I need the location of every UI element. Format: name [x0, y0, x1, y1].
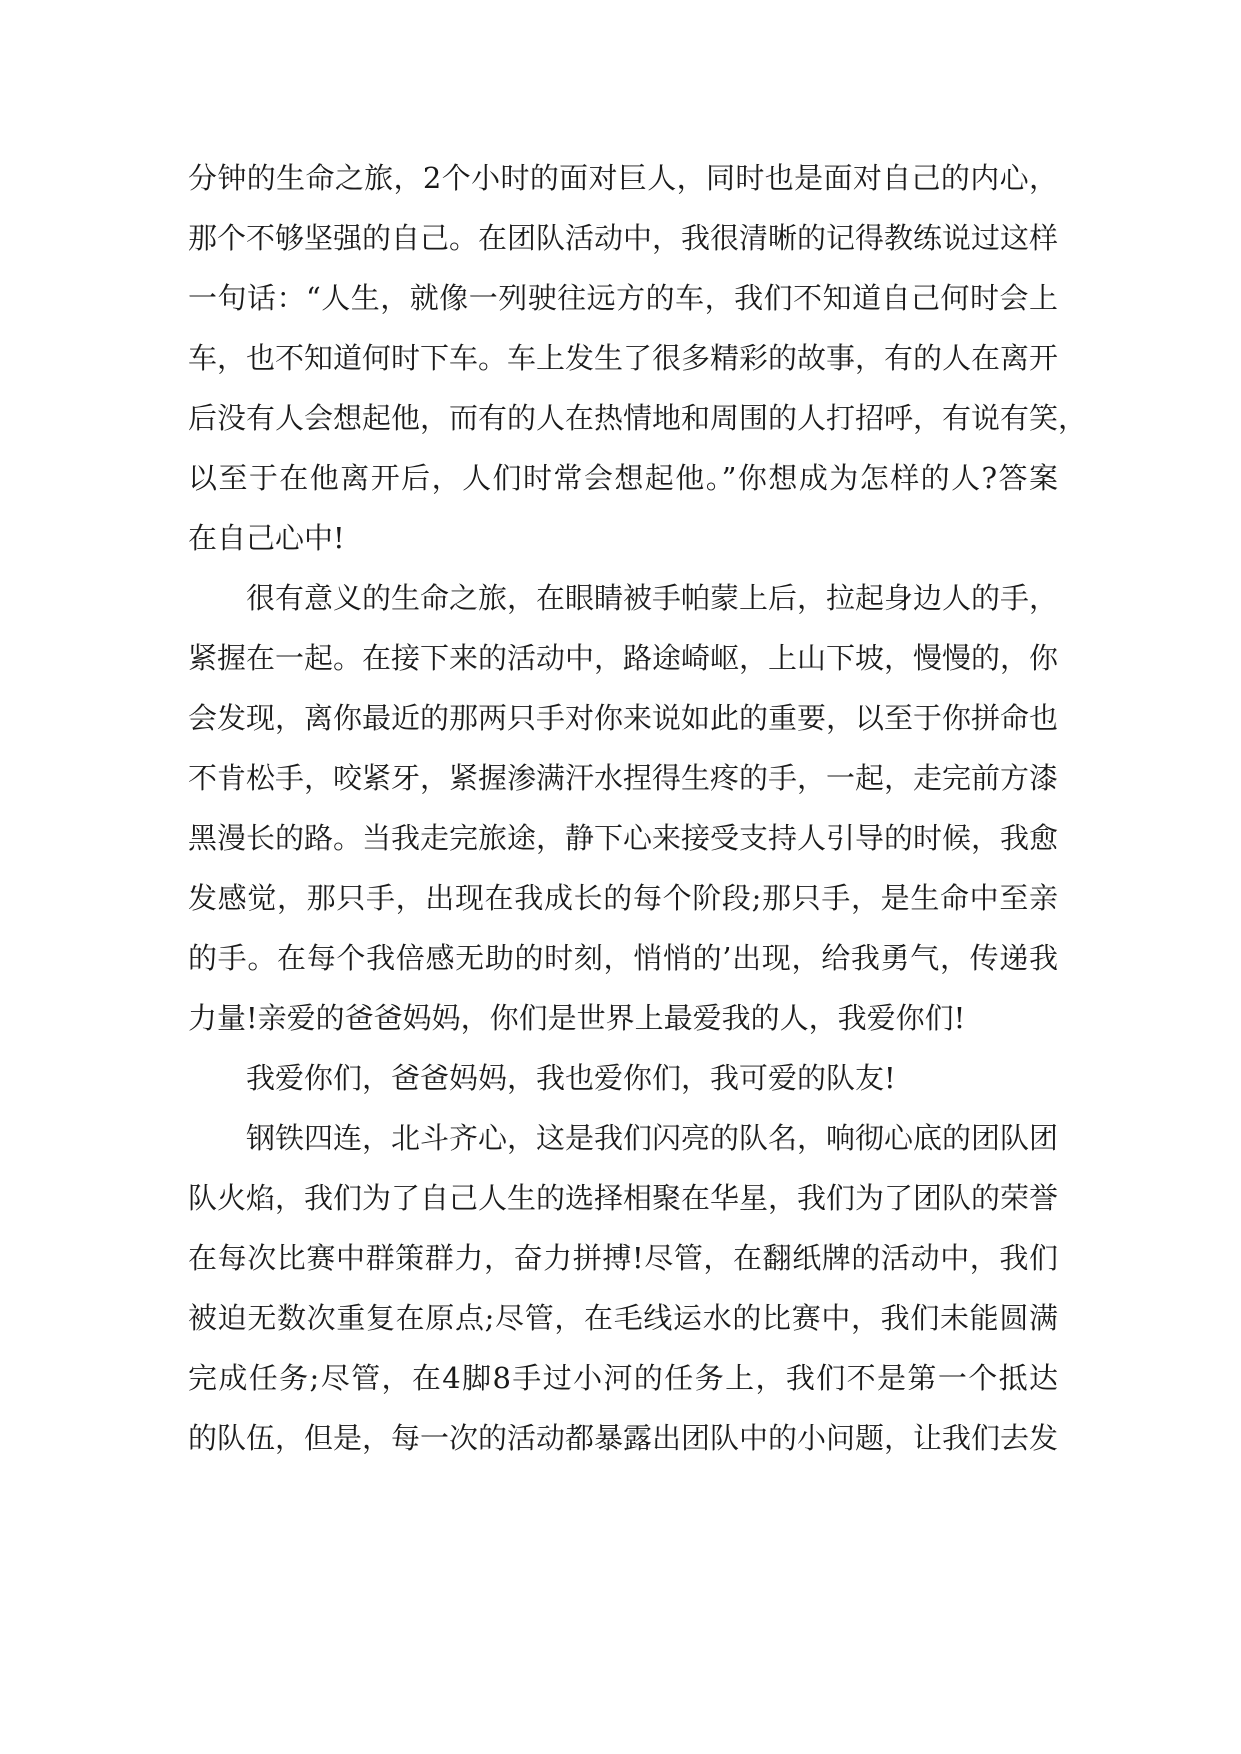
text-line: 那个不够坚强的自己。在团队活动中，我很清晰的记得教练说过这样: [188, 221, 1059, 255]
text-line: 会发现，离你最近的那两只手对你来说如此的重要，以至于你拼命也: [188, 701, 1059, 735]
text-line: 力量!亲爱的爸爸妈妈，你们是世界上最爱我的人，我爱你们!: [188, 1001, 966, 1035]
text-line: 一句话：“人生，就像一列驶往远方的车，我们不知道自己何时会上: [188, 281, 1058, 315]
paragraph-start-line: 钢铁四连，北斗齐心，这是我们闪亮的队名，响彻心底的团队团: [246, 1121, 1059, 1155]
text-line: 被迫无数次重复在原点;尽管，在毛线运水的比赛中，我们未能圆满: [188, 1301, 1058, 1335]
text-line: 车，也不知道何时下车。车上发生了很多精彩的故事，有的人在离开: [188, 341, 1059, 375]
text-line: 发感觉，那只手，出现在我成长的每个阶段;那只手，是生命中至亲: [188, 881, 1058, 915]
text-line: 完成任务;尽管，在4脚8手过小河的任务上，我们不是第一个抵达: [188, 1361, 1058, 1395]
text-line: 分钟的生命之旅，2个小时的面对巨人，同时也是面对自己的内心，: [188, 161, 1058, 195]
text-line: 黑漫长的路。当我走完旅途，静下心来接受支持人引导的时候，我愈: [188, 821, 1059, 855]
text-line: 以至于在他离开后，人们时常会想起他。”你想成为怎样的人?答案: [188, 461, 1058, 495]
text-line: 在自己心中!: [188, 521, 345, 555]
text-line: 不肯松手，咬紧牙，紧握渗满汗水捏得生疼的手，一起，走完前方漆: [188, 761, 1059, 795]
text-line: 在每次比赛中群策群力，奋力拼搏!尽管，在翻纸牌的活动中，我们: [188, 1241, 1058, 1275]
paragraph-start-line: 很有意义的生命之旅，在眼睛被手帕蒙上后，拉起身边人的手，: [246, 581, 1059, 615]
text-line: 后没有人会想起他，而有的人在热情地和周围的人打招呼，有说有笑，: [188, 401, 1088, 435]
text-line: 紧握在一起。在接下来的活动中，路途崎岖，上山下坡，慢慢的，你: [188, 641, 1059, 675]
text-line: 的手。在每个我倍感无助的时刻，悄悄的’出现，给我勇气，传递我: [188, 941, 1058, 975]
text-line: 队火焰，我们为了自己人生的选择相聚在华星，我们为了团队的荣誉: [188, 1181, 1059, 1215]
paragraph-start-line: 我爱你们，爸爸妈妈，我也爱你们，我可爱的队友!: [246, 1061, 896, 1095]
body-text: [188, 148, 1088, 1468]
text-line: 的队伍，但是，每一次的活动都暴露出团队中的小问题，让我们去发: [188, 1421, 1059, 1455]
